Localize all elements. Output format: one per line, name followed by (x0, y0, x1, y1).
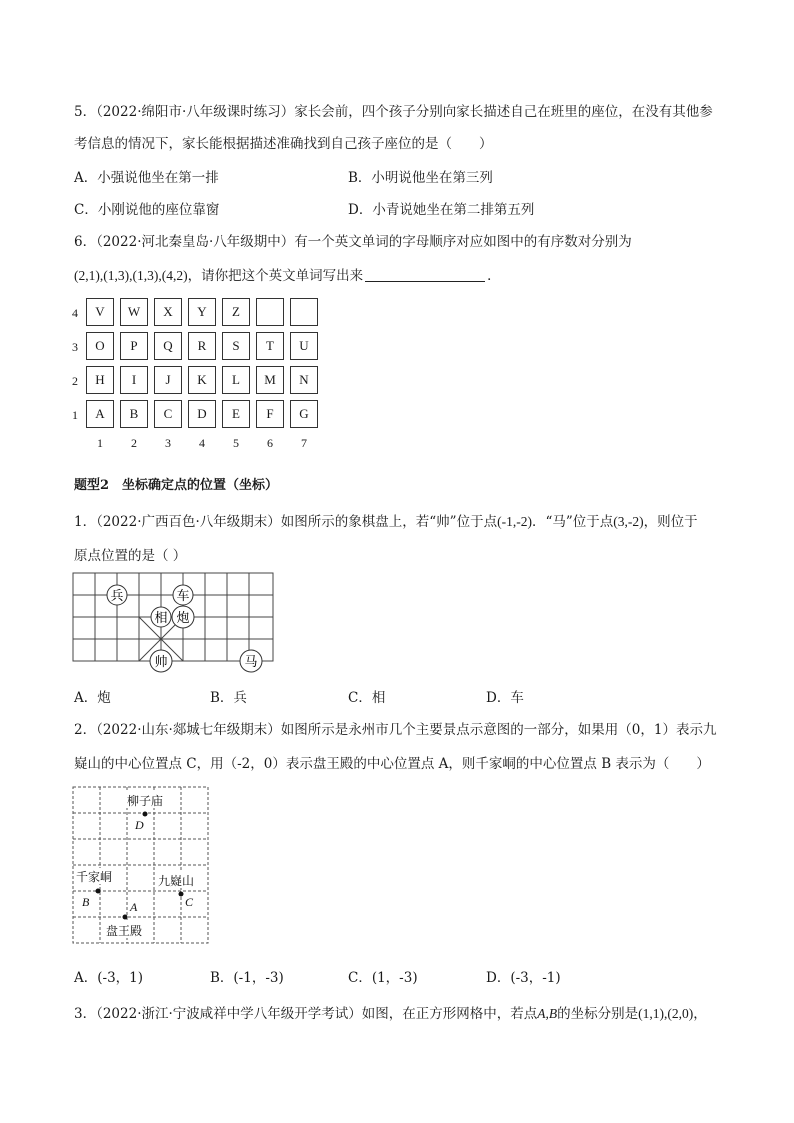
q5-option-c: C．小刚说他的座位靠窗 (74, 202, 220, 218)
grid-letter-cell: Q (154, 332, 182, 360)
piece-shuai: 帅 (154, 655, 168, 670)
grid-letter-cell: C (154, 400, 182, 428)
grid-col-label: 4 (199, 436, 205, 450)
grid-col-label: 6 (267, 436, 273, 450)
grid-row-label: 3 (72, 340, 78, 354)
q3-line1 (74, 1002, 707, 1022)
q3-text-c: ， (693, 1006, 707, 1022)
q6-line1: 6．（2022·河北秦皇岛·八年级期中）有一个英文单词的字母顺序对应如图中的有序数对分别为 (74, 234, 632, 250)
q2-line1: 2．（2022·山东·郯城七年级期末）如图所示是永州市几个主要景点示意图的一部分，如果用（0，1）表示九 (74, 722, 717, 738)
grid-letter-cell: X (154, 298, 182, 326)
piece-che: 车 (176, 589, 190, 604)
q1-text-c: ，则位于 (643, 514, 698, 530)
map-label-jiuyishan: 九嶷山 (158, 874, 195, 888)
grid-row-label: 2 (72, 374, 78, 388)
q2-line2: 嶷山的中心位置点 C，用（-2，0）表示盘王殿的中心位置点 A，则千家峒的中心位置点 B 表示为（ ） (74, 756, 710, 772)
grid-letter-cell: V (86, 298, 114, 326)
q2-option-d: D．(-3，-1) (486, 970, 561, 986)
piece-xiang: 相 (154, 611, 168, 626)
map-label-liuzimiao: 柳子庙 (127, 794, 164, 808)
q3-points: A,B (537, 1006, 558, 1021)
q5-option-b: B．小明说他坐在第三列 (348, 170, 493, 186)
chess-board-figure (70, 570, 276, 674)
point-b-label: B (82, 895, 90, 909)
grid-col-label: 7 (301, 436, 307, 450)
grid-letter-cell: N (290, 366, 318, 394)
q1-option-b: B．兵 (210, 690, 247, 706)
q6-line2 (74, 264, 501, 284)
grid-letter-cell: O (86, 332, 114, 360)
grid-col-label: 1 (97, 436, 103, 450)
piece-pao: 炮 (176, 611, 190, 626)
q1-line2: 原点位置的是（ ） (74, 548, 187, 564)
q1-option-a: A．炮 (74, 690, 111, 706)
grid-letter-cell: A (86, 400, 114, 428)
q5-option-a: A．小强说他坐在第一排 (74, 170, 219, 186)
q5-line2: 考信息的情况下，家长能根据描述准确找到自己孩子座位的是（ ） (74, 136, 493, 152)
point-d-dot (143, 812, 148, 817)
grid-letter-cell: W (120, 298, 148, 326)
q1-line1 (74, 510, 698, 530)
grid-letter-cell: E (222, 400, 250, 428)
grid-letter-cell (256, 298, 284, 326)
grid-row-label: 1 (72, 408, 78, 422)
q1-text-b: ．“马”位于点 (531, 514, 614, 530)
point-b-dot (96, 889, 101, 894)
scenic-map-figure (70, 784, 212, 948)
q5-line1: 5．（2022·绵阳市·八年级课时练习）家长会前，四个孩子分别向家长描述自己在班里的座位，在没有其他参 (74, 104, 713, 120)
q2-option-b: B．(-1，-3) (210, 970, 284, 986)
q3-text-b: 的坐标分别是 (557, 1006, 639, 1022)
section-title: 题型2 坐标确定点的位置（坐标） (74, 478, 279, 493)
grid-col-label: 5 (233, 436, 239, 450)
grid-letter-cell: I (120, 366, 148, 394)
q1-coord-ma: (3,-2) (613, 514, 644, 529)
map-label-panwangdian: 盘王殿 (106, 924, 143, 938)
q6-prompt: ，请你把这个英文单词写出来 (187, 268, 364, 284)
grid-letter-cell: G (290, 400, 318, 428)
grid-letter-cell: S (222, 332, 250, 360)
grid-letter-cell: J (154, 366, 182, 394)
grid-letter-cell: D (188, 400, 216, 428)
grid-letter-cell (290, 298, 318, 326)
grid-letter-cell: T (256, 332, 284, 360)
q1-option-c: C．相 (348, 690, 386, 706)
grid-col-label: 3 (165, 436, 171, 450)
piece-bing: 兵 (110, 589, 124, 604)
q2-option-a: A．(-3，1) (74, 970, 144, 986)
grid-letter-cell: H (86, 366, 114, 394)
q3-coords: (1,1),(2,0) (638, 1006, 694, 1021)
grid-letter-cell: Z (222, 298, 250, 326)
point-a-label: A (130, 900, 138, 914)
grid-col-label: 2 (131, 436, 137, 450)
grid-letter-cell: F (256, 400, 284, 428)
grid-letter-cell: P (120, 332, 148, 360)
q6-ordered-pairs: (2,1),(1,3),(1,3),(4,2) (74, 268, 188, 283)
map-label-qianjiadong: 千家峒 (76, 870, 113, 884)
point-a-dot (123, 915, 128, 920)
q1-option-d: D．车 (486, 690, 524, 706)
q5-option-d: D．小青说她坐在第二排第五列 (348, 202, 535, 218)
grid-letter-cell: K (188, 366, 216, 394)
grid-letter-cell: U (290, 332, 318, 360)
grid-letter-cell: M (256, 366, 284, 394)
q2-option-c: C．(1，-3) (348, 970, 418, 986)
q1-coord-shuai: (-1,-2) (497, 514, 532, 529)
grid-letter-cell: L (222, 366, 250, 394)
grid-row-label: 4 (72, 306, 78, 320)
grid-letter-cell: B (120, 400, 148, 428)
point-d-label: D (135, 818, 144, 832)
q6-answer-blank[interactable] (365, 267, 485, 282)
point-c-dot (179, 892, 184, 897)
grid-letter-cell: Y (188, 298, 216, 326)
point-c-label: C (185, 895, 194, 909)
q1-text-a: 1．（2022·广西百色·八年级期末）如图所示的象棋盘上，若“帅”位于点 (74, 514, 498, 530)
q3-text-a: 3．（2022·浙江·宁波咸祥中学八年级开学考试）如图，在正方形网格中，若点 (74, 1006, 538, 1022)
piece-ma: 马 (244, 655, 258, 670)
grid-letter-cell: R (188, 332, 216, 360)
q6-period: ． (487, 268, 501, 284)
